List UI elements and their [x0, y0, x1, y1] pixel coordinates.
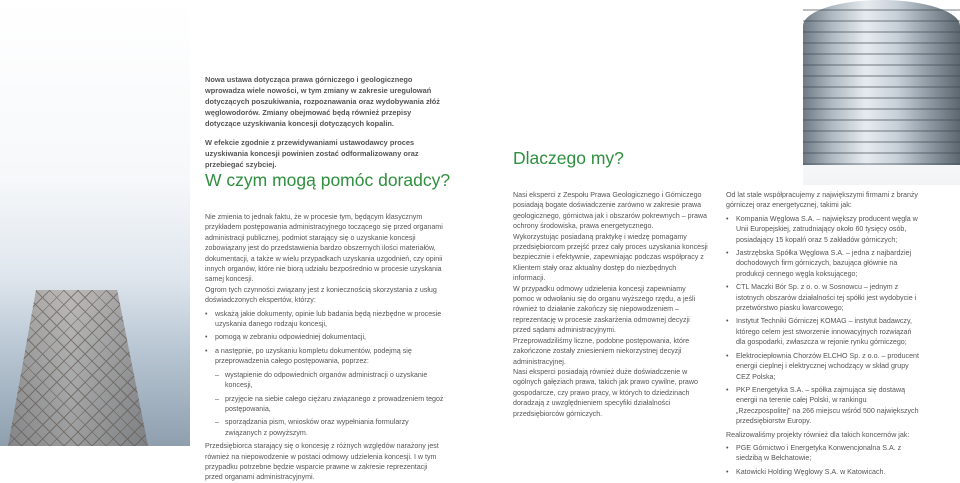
col1-paragraph-3: Przedsiębiorca starający się o koncesję z różnych względów narażony jest również na niepowodzenie w postaci odmowy udzielenia koncesji. I w tym przypadku potrzebne będzie wsparcie prawne w zakresie reprezentacji przed organami administracyjnymi.	[205, 442, 439, 482]
col2-paragraph-2: Wykorzystując posiadaną praktykę i wiedzę pomagamy przedsiębiorcom przejść przez cały proces uzyskania koncesji bezpiecznie i efektywnie, zapewniając podczas współpracy z Klientem stały oraz aktualny dostęp do niezbędnych informacji.	[513, 232, 708, 283]
list-item: • PGE Górnictwo i Energetyka Konwencjonalna S.A. z siedzibą w Bełchatowie;	[726, 443, 922, 464]
col1-dash-list	[205, 370, 447, 438]
list-item: • Elektrociepłownia Chorzów ELCHO Sp. z o.o. – producent energii cieplnej i elektrycznej wchodzący w skład grupy CEZ Polska;	[726, 351, 922, 382]
col3-client-list	[726, 214, 922, 427]
col3-project-list	[726, 443, 922, 477]
list-item: • pomogą w zebraniu odpowiedniej dokumentacji,	[205, 332, 447, 342]
headframe-lattice	[8, 290, 148, 446]
col2-paragraph-4: Przeprowadziliśmy liczne, podobne postępowania, które zakończone zostały zniesieniem niekorzystnej decyzji administracyjnej.	[513, 336, 690, 366]
why-us-column	[513, 190, 708, 419]
intro-paragraph-1: Nowa ustawa dotycząca prawa górniczego i geologicznego wprowadza wiele nowości, w tym zmiany w zakresie uregulowań dotyczących poszukiwania, rozpoznawania oraz wydobywania złóż węglowodorów. Zmiany obejmować będą również przepisy dotyczące uzyskiwania koncesji dotyczących kopalin.	[205, 75, 440, 128]
col1-paragraph-2: Ogrom tych czynności związany jest z koniecznością skorzystania z usług doświadczonych ekspertów, którzy:	[205, 285, 437, 305]
col2-paragraph-1: Nasi eksperci z Zespołu Prawa Geologicznego i Górniczego posiadają bogate doświadczenie zarówno w zakresie prawa geologicznego, górnictwa jak i obszarów pokrewnych – prawa ochrony środowiska, prawa energetycznego.	[513, 191, 708, 231]
list-item: • Jastrzębska Spółka Węglowa S.A. – jedna z najbardziej dochodowych firm górniczych, bazująca głównie na produkcji cennego węgla koksującego;	[726, 248, 922, 279]
col1-bullet-list	[205, 309, 447, 367]
col2-paragraph-3: W przypadku odmowy udzielenia koncesji zapewniamy pomoc w odwołaniu się do organu wyższego rzędu, a jeśli również to działanie zakończy się niepowodzeniem – reprezentację w procesie zaskarżenia odmownej decyzji przed sądami administracyjnymi.	[513, 284, 696, 335]
list-item: – sporządzania pism, wniosków oraz wypełniania formularzy związanych z powyższym.	[215, 417, 447, 438]
steel-silo-photo	[803, 0, 960, 185]
list-item: • CTL Maczki Bór Sp. z o. o. w Sosnowcu – jednym z istotnych obszarów działalności tej spółki jest wydobycie i przetwórstwo piasku kwarcowego;	[726, 282, 922, 313]
list-item: – wystąpienie do odpowiednich organów administracji o uzyskanie koncesji,	[215, 370, 447, 391]
list-item: – przyjęcie na siebie całego ciężaru związanego z prowadzeniem tegoż postępowania,	[215, 394, 447, 415]
advisors-column	[205, 212, 447, 483]
list-item: • PKP Energetyka S.A. – spółka zajmująca się dostawą energii na terenie całej Polski, w rankingu „Rzeczpospolitej” na 266 miejscu wśród 500 największych przedsiębiorstw Europy.	[726, 385, 922, 427]
col3-paragraph-2: Realizowaliśmy projekty również dla takich koncernów jak:	[726, 430, 910, 439]
list-item: • Kompania Węglowa S.A. – największy producent węgla w Unii Europejskiej, zatrudniający około 60 tysięcy osób, posiadający 15 kopalń oraz 5 zakładów górniczych;	[726, 214, 922, 245]
list-item: • wskażą jakie dokumenty, opinie lub badania będą niezbędne w procesie uzyskania danego rodzaju koncesji,	[205, 309, 447, 330]
list-item: • a następnie, po uzyskaniu kompletu dokumentów, podejmą się przeprowadzenia całego postępowania, poprzez:	[205, 346, 447, 367]
mine-headframe-photo	[0, 0, 190, 446]
list-item: • Katowicki Holding Węglowy S.A. w Katowicach.	[726, 467, 922, 477]
clients-column	[726, 190, 922, 480]
col1-paragraph-1: Nie zmienia to jednak faktu, że w procesie tym, będącym klasycznym przykładem postępowania administracyjnego toczącego się przed organami administracji publicznej, podmiot starający się o uzyskanie koncesji zobowiązany jest do przedstawienia bardzo obszernych ilości materiałów, dokumentacji, a także w wielu przypadkach uzyskania uzgodnień, czy opinii innych organów, które nie biorą udziału bezpośrednio w procesie uzyskania samej koncesji.	[205, 213, 443, 284]
silo-ridges	[803, 0, 960, 165]
col2-paragraph-5: Nasi eksperci posiadają również duże doświadczenie w ogólnych gałęziach prawa, takich jak prawo cywilne, prawo gospodarcze, czy prawo pracy, w których to dziedzinach doradzają z uwzględnieniem specyfiki działalności przedsiębiorców górniczych.	[513, 367, 698, 418]
intro-block	[205, 74, 448, 178]
section-heading-advisors: W czym mogą pomóc doradcy?	[205, 170, 451, 190]
intro-paragraph-2: W efekcie zgodnie z przewidywaniami ustawodawcy proces uzyskiwania koncesji powinien zostać odformalizowany oraz przebiegać szybciej.	[205, 138, 419, 169]
section-heading-why-us: Dlaczego my?	[513, 148, 624, 168]
list-item: • Instytut Techniki Górniczej KOMAG – instytut badawczy, którego celem jest stworzenie innowacyjnych rozwiązań dla gospodarki, zwłaszcza w rejonie rynku górniczego;	[726, 316, 922, 347]
col3-paragraph-1: Od lat stale współpracujemy z największymi firmami z branży górniczej oraz energetycznej, takimi jak:	[726, 191, 918, 210]
